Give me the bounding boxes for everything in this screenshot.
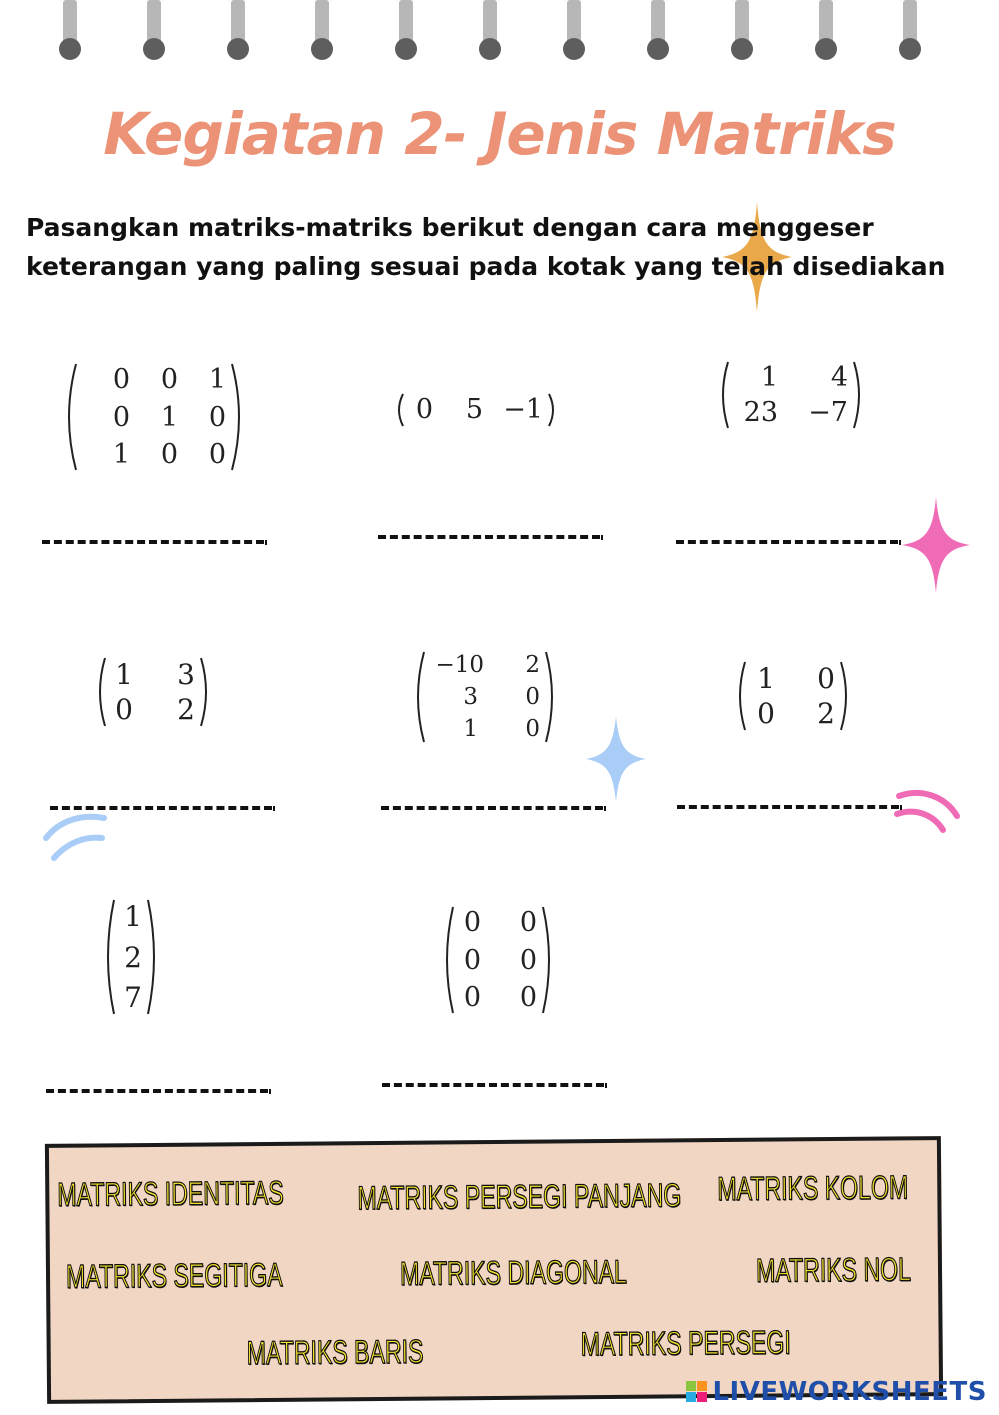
answer-drop-slot-2[interactable] bbox=[378, 535, 600, 539]
matrix-cell: 2 bbox=[124, 940, 142, 974]
answer-drop-slot-5[interactable] bbox=[381, 806, 603, 810]
matrix-cell: 0 bbox=[160, 439, 178, 470]
matrix-8 bbox=[439, 905, 557, 1015]
answer-chip-identitas[interactable]: MATRIKS IDENTITAS bbox=[57, 1173, 284, 1213]
matrix-cell: −1 bbox=[503, 394, 543, 425]
matrix-cell: 23 bbox=[743, 397, 778, 428]
matrix-cell: 0 bbox=[208, 439, 226, 470]
sparkle-pink-icon bbox=[902, 497, 970, 593]
left-paren-icon bbox=[60, 362, 78, 472]
matrix-cell: 1 bbox=[208, 364, 226, 395]
matrix-cell: 0 bbox=[757, 697, 775, 730]
matrix-cell: 0 bbox=[112, 401, 130, 433]
matrix-cell: 7 bbox=[124, 981, 142, 1014]
matrix-1 bbox=[60, 362, 248, 472]
matrix-cell: 3 bbox=[177, 658, 195, 691]
matrix-cell: 1 bbox=[760, 362, 778, 393]
right-paren-icon bbox=[852, 360, 866, 430]
left-paren-icon bbox=[410, 650, 426, 744]
matrix-cell: 5 bbox=[465, 394, 483, 425]
answer-chip-nol[interactable]: MATRIKS NOL bbox=[755, 1250, 912, 1289]
sparkle-blue-icon bbox=[586, 716, 646, 802]
page-title: Kegiatan 2- Jenis Matriks bbox=[103, 100, 896, 168]
answer-chip-segitiga[interactable]: MATRIKS SEGITIGA bbox=[65, 1255, 283, 1295]
left-paren-icon bbox=[393, 392, 405, 428]
matrix-cell: −10 bbox=[435, 652, 484, 678]
swoosh-pink-icon bbox=[893, 786, 963, 836]
right-paren-icon bbox=[547, 392, 559, 428]
matrix-cell: 0 bbox=[519, 944, 537, 976]
answer-drop-slot-1[interactable] bbox=[42, 540, 264, 544]
matrix-cell: 2 bbox=[525, 652, 540, 678]
matrix-cell: 3 bbox=[463, 684, 478, 710]
answer-drop-slot-8[interactable] bbox=[382, 1083, 604, 1087]
right-paren-icon bbox=[199, 656, 213, 728]
liveworksheets-icon bbox=[686, 1381, 708, 1403]
right-paren-icon bbox=[544, 650, 560, 744]
matrix-cell: 1 bbox=[463, 716, 478, 742]
matrix-cell: 0 bbox=[463, 944, 481, 976]
matrix-cell: 4 bbox=[830, 362, 848, 393]
left-paren-icon bbox=[100, 898, 116, 1016]
right-paren-icon bbox=[230, 362, 248, 472]
liveworksheets-logo bbox=[686, 1377, 987, 1407]
matrix-cell: 0 bbox=[525, 684, 540, 710]
left-paren-icon bbox=[93, 656, 107, 728]
answer-drop-slot-6[interactable] bbox=[677, 805, 899, 809]
matrix-cell: 0 bbox=[463, 907, 481, 938]
right-paren-icon bbox=[146, 898, 162, 1016]
answer-chip-kolom[interactable]: MATRIKS KOLOM bbox=[717, 1168, 909, 1208]
matrix-cell: 0 bbox=[817, 662, 835, 695]
answer-chip-persegi-panjang[interactable]: MATRIKS PERSEGI PANJANG bbox=[357, 1176, 682, 1217]
matrix-cell: 0 bbox=[519, 907, 537, 938]
answer-drop-slot-3[interactable] bbox=[676, 540, 898, 544]
left-paren-icon bbox=[439, 905, 455, 1015]
matrix-cell: 0 bbox=[525, 716, 540, 742]
matrix-7 bbox=[100, 898, 162, 1016]
answer-bank bbox=[45, 1136, 943, 1404]
answer-drop-slot-7[interactable] bbox=[46, 1089, 268, 1093]
answer-drop-slot-4[interactable] bbox=[50, 806, 272, 810]
right-paren-icon bbox=[541, 905, 557, 1015]
matrix-cell: 0 bbox=[519, 982, 537, 1013]
matrix-cell: 0 bbox=[463, 982, 481, 1013]
matrix-cell: 2 bbox=[177, 693, 195, 726]
matrix-cell: 0 bbox=[115, 693, 133, 726]
left-paren-icon bbox=[733, 660, 747, 732]
matrix-cell: 0 bbox=[208, 401, 226, 433]
matrix-cell: 1 bbox=[124, 900, 142, 933]
instruction-text: Pasangkan matriks-matriks berikut dengan cara menggeser keterangan yang paling sesuai pada kotak yang telah disediakan bbox=[26, 213, 946, 281]
matrix-cell: 1 bbox=[160, 401, 178, 433]
matrix-5 bbox=[410, 650, 560, 744]
matrix-cell: 1 bbox=[112, 439, 130, 470]
matrix-cell: 0 bbox=[112, 364, 130, 395]
right-paren-icon bbox=[839, 660, 853, 732]
matrix-2 bbox=[393, 392, 559, 428]
matrix-cell: 1 bbox=[757, 662, 775, 695]
answer-chip-baris[interactable]: MATRIKS BARIS bbox=[246, 1332, 424, 1372]
swoosh-blue-icon bbox=[40, 808, 110, 864]
brand-name: LIVEWORKSHEETS bbox=[712, 1377, 987, 1407]
left-paren-icon bbox=[716, 360, 730, 430]
matrix-3 bbox=[716, 360, 866, 430]
matrix-cell: 0 bbox=[415, 394, 433, 425]
matrix-cell: 2 bbox=[817, 697, 835, 730]
matrix-cell: −7 bbox=[808, 397, 848, 428]
matrix-6 bbox=[733, 660, 853, 732]
matrix-cell: 0 bbox=[160, 364, 178, 395]
matrix-cell: 1 bbox=[115, 658, 133, 691]
matrix-4 bbox=[93, 656, 213, 728]
answer-chip-persegi[interactable]: MATRIKS PERSEGI bbox=[580, 1323, 791, 1363]
answer-chip-diagonal[interactable]: MATRIKS DIAGONAL bbox=[399, 1252, 627, 1292]
